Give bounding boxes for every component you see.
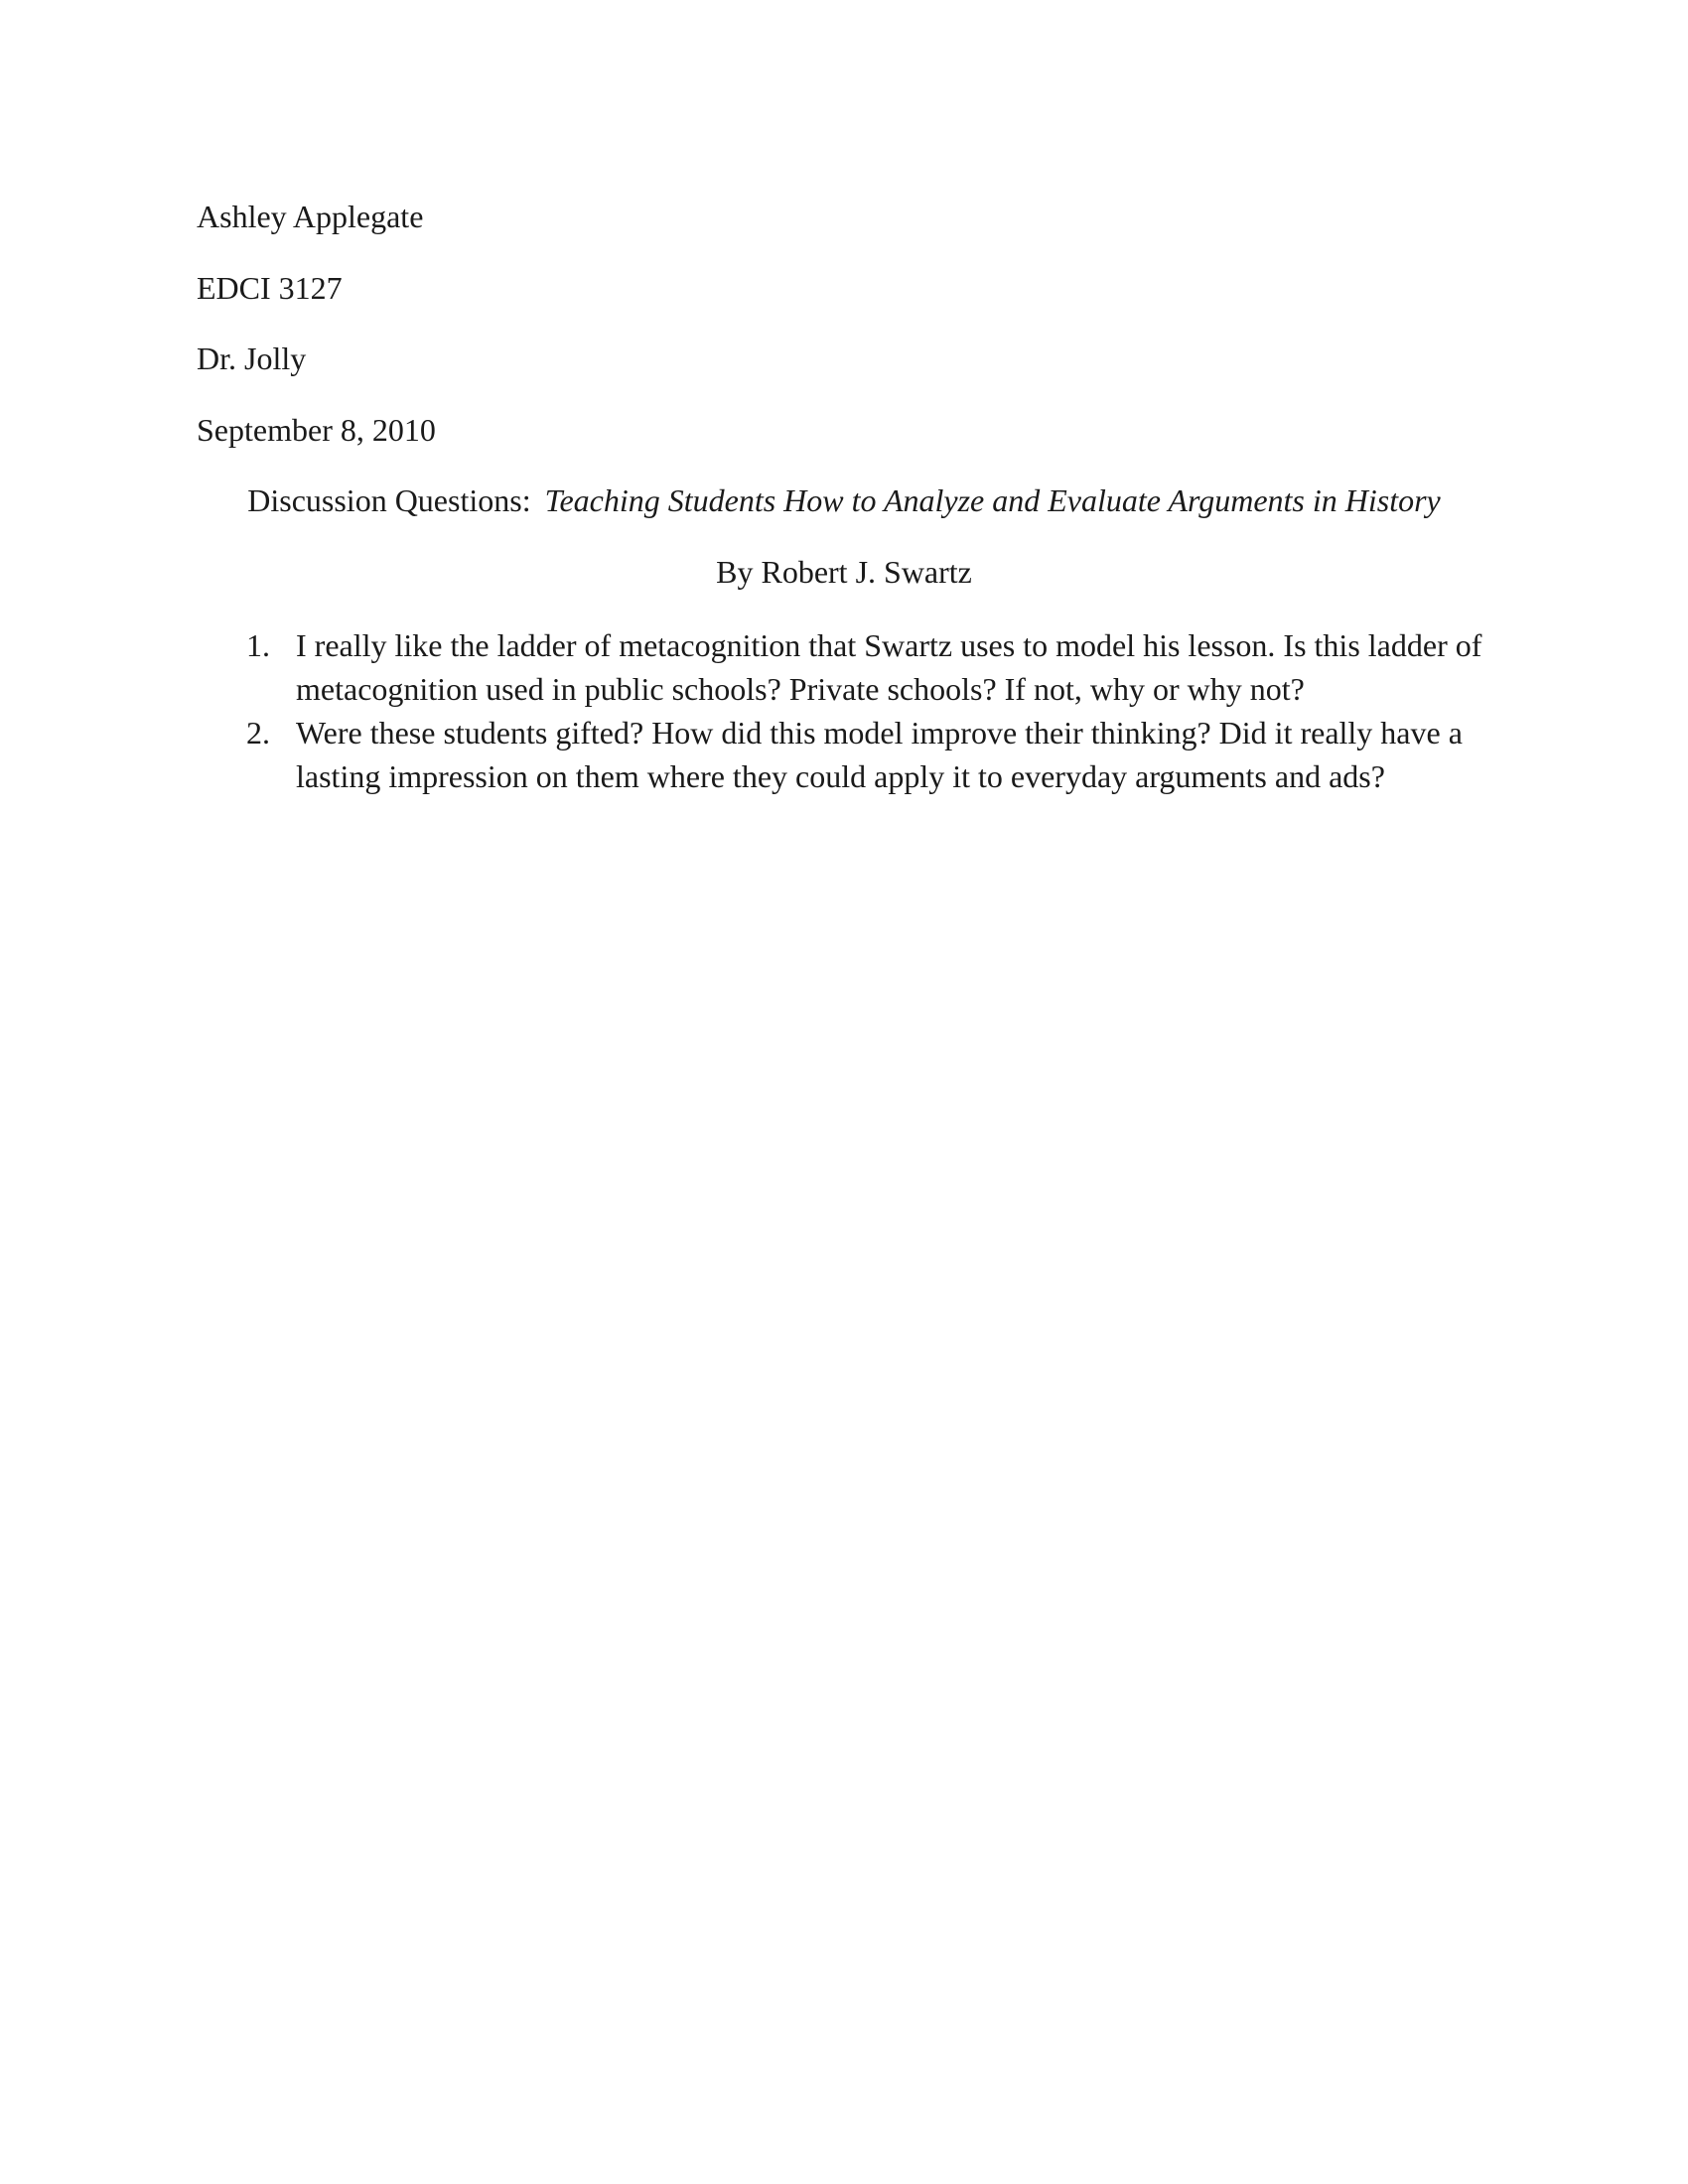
title-label: Discussion Questions: [247,482,531,518]
reading-author: By Robert J. Swartz [716,554,972,590]
document-title [0,480,1688,520]
reading-title: Teaching Students How to Analyze and Evaluate Arguments in History [544,482,1441,518]
question-list [197,623,1487,798]
question-text: Were these students gifted? How did this model improve their thinking? Did it really have a lasting impression on them where they could apply it to everyday arguments and ads? [296,715,1463,794]
assignment-date: September 8, 2010 [197,412,436,448]
question-text: I really like the ladder of metacognition that Swartz uses to model his lesson. Is this ladder of metacognition used in public schools? Private schools? If not, why or why not? [296,627,1482,707]
course-code: EDCI 3127 [197,270,343,306]
instructor-name: Dr. Jolly [197,341,307,376]
student-name: Ashley Applegate [197,199,424,234]
question-number: 2. [246,715,270,751]
question-item [197,623,1487,711]
question-number: 1. [246,627,270,663]
question-item [197,711,1487,798]
